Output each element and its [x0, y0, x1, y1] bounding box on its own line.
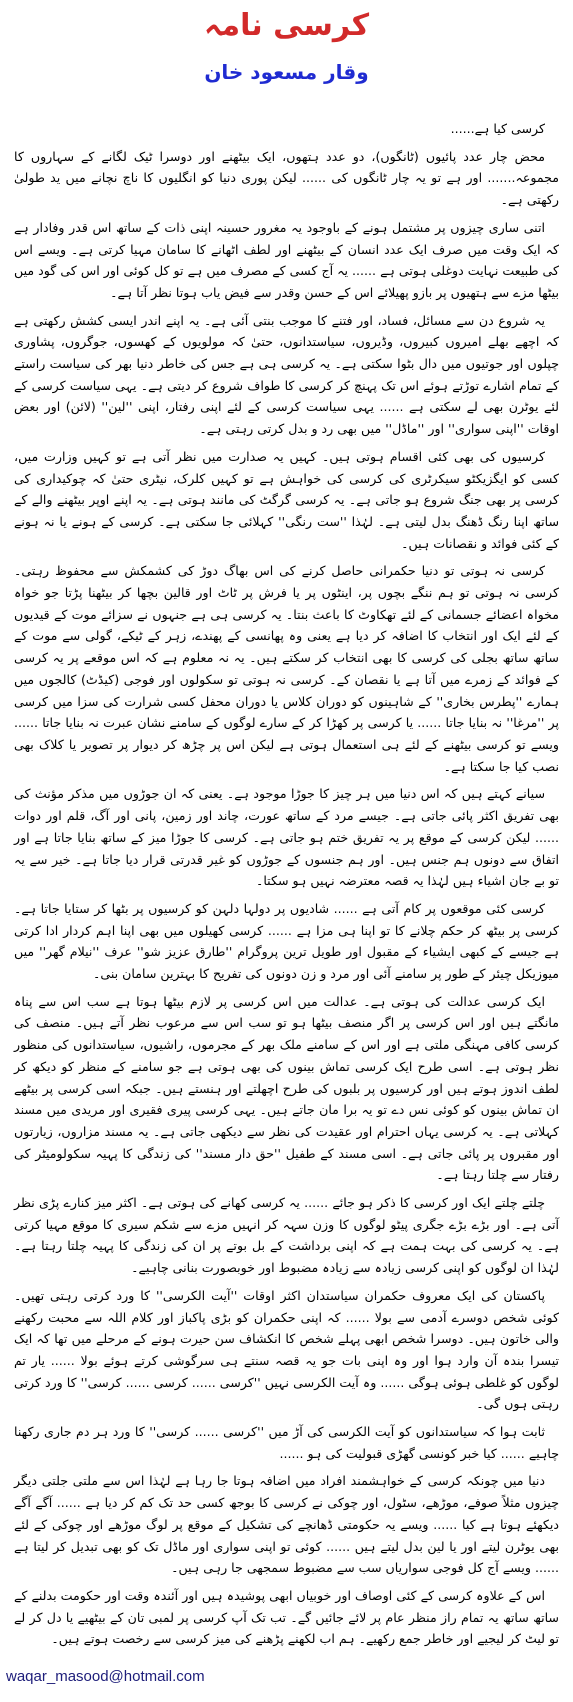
- paragraph: یہ شروع دن سے مسائل، فساد، اور فتنے کا موجب بنتی آئی ہے۔ یہ اپنے اندر ایسی کشش رکھتی ہے کہ اچھے بھلے امیروں کبیروں، وڈیروں، سیاستدانوں، حتیٰ کہ مولویوں کے کھسوں، جوگروں، پشاوری چپلوں اور جوتیوں میں دال بٹوا سکتی ہے۔ یہ کرسی ہی ہے جس کی خاطر دنیا بھر کی سیاست راستے کے تمام اشارے توڑتے ہوئے اس تک پہنچ کر کرسی کا طواف شروع کر دیتی ہے۔ یہی سیاست کرسی کے لئے یوٹرن بھی لے سکتی ہے ...... یہی سیاست کرسی کے لئے اپنی رفتار، اپنی ''لین'' (لائن) اور بعض اوقات ''اپنی سواری'' اور ''ماڈل'' میں بھی رد و بدل کرتی رہتی ہے۔: [14, 312, 559, 437]
- paragraph: ایک کرسی عدالت کی ہوتی ہے۔ عدالت میں اس کرسی پر لازم بیٹھا ہوتا ہے سب اس سے پناہ مانگتے ہیں اور اس کرسی پر اگر منصف بیٹھا ہو تو سب اس سے مرعوب نظر آتے ہیں۔ منصف کی کرسی کافی مہنگی ملتی ہے اور اس کے سامنے ملک بھر کے مجرموں، راشیوں، سیاستدانوں کی منظور نظر ہوتی ہے۔ اسی طرح ایک کرسی تماش بینوں کی بھی ہوتی ہے جو سامنے کے منظر کو دیکھ کر لطف اندوز ہوتے ہیں اور کرسیوں پر بلبوں کی طرح اچھلتے اور ہنستے ہیں۔ جبکہ اسی کرسی پر بیٹھے ان تماش بینوں کو کوئی نس دے تو یہ برا مان جاتے ہیں۔ یہی کرسی پیری فقیری اور مریدی میں مسند کہلاتی ہے۔ یہ کرسی یہاں احترام اور عقیدت کی نظر سے دیکھی جاتی ہے۔ یہ مسند مزاروں، زیارتوں اور مقبروں پر پائی جاتی ہے۔ اسی مسند کے طفیل ''حق دار مسند'' کی زندگی کا پہیہ سکولومیٹر کی رفتار سے چلتا رہتا ہے۔: [14, 993, 559, 1183]
- article-body: [14, 118, 559, 1656]
- paragraph: پاکستان کی ایک معروف حکمران سیاستدان اکثر اوقات ''آیت الکرسی'' کا ورد کرتی رہتی تھیں۔ کوئی شخص دوسرے آدمی سے بولا ...... کہ اپنی حکمران کو بڑی پاکباز اور کلام اللہ سے محبت رکھنے والی خاتون ہیں۔ دوسرا شخص ابھی پہلے شخص کا انکشاف سن حیرت ہونے کے مرحلے میں تھا کہ ایک تیسرا بندہ آن وارد ہوا اور وہ اپنی بات جو یہ قصہ سنتے ہی سرگوشی کرتے ہوئے بولا ...... یار تم لوگوں کو غلطی ہوئی ہوگی ...... وہ آیت الکرسی نہیں ''کرسی ...... کرسی ...... کرسی'' کا ورد کرتی رہتی ہوں گی۔: [14, 1287, 559, 1412]
- paragraph: محض چار عدد پائیوں (ٹانگوں)، دو عدد ہتھوں، ایک بیٹھنے اور دوسرا ٹیک لگانے کے سہاروں کا مجموعہ....... اور ہے تو یہ چار ٹانگوں کی ...... لیکن پوری دنیا کو انگلیوں کا ناچ نچانے میں ید طولیٰ رکھتی ہے۔: [14, 148, 559, 208]
- paragraph: کرسی نہ ہوتی تو دنیا حکمرانی حاصل کرنے کی اس بھاگ دوڑ کی کشمکش سے محفوظ رہتی۔ کرسی نہ ہوتی تو ہم ننگے بچوں پر، اینٹوں پر یا فرش پر ٹاٹ اور قالین بچھا کر بیٹھنا پڑتا جو خواہ مخواہ اعضائے جسمانی کے لئے تھکاوٹ کا باعث بنتا۔ یہ کرسی ہی ہے جنہوں نے سزائے موت کے قیدیوں کے لئے ایک اور انتخاب کا اضافہ کر دیا ہے یعنی وہ پھانسی کے پھندے، زہر کے ٹیکے، گولی سے موت کے ساتھ ساتھ بجلی کی کرسی کا بھی انتخاب کر سکتے ہیں۔ یہ نہ معلوم ہے کہ اس موقعے پر یہ کرسی کے فوائد کے زمرے میں آتا ہے یا نقصان کے۔ کرسی نہ ہوتی تو سکولوں اور فوجی (کیڈٹ) کالجوں میں ہمارے ''پطرس بخاری'' کے شاہینوں کو دوران کلاس یا دوران محفل کسی شرارت کی سزا میں کرسی پر ''مرغا'' نہ بنایا جاتا ...... یا کرسی پر کھڑا کر کے سارے لوگوں کے سامنے نشان عبرت نہ بنایا جاتا ...... ویسے تو کرسی بیٹھنے کے لئے ہی استعمال ہوتی ہے لیکن اس پر چڑھ کر دیوار پر تصویر یا کلاک بھی نصب کیا جا سکتا ہے۔: [14, 563, 559, 774]
- author-name: وقار مسعود خان: [204, 60, 369, 84]
- paragraph: اس کے علاوہ کرسی کے کئی اوصاف اور خوبیاں ابھی پوشیدہ ہیں اور آئندہ وقت اور حکومت بدلنے کے ساتھ ساتھ یہ تمام راز منظر عام پر لائے جائیں گے۔ تب تک آپ کرسی پر لمبی تان کے بیٹھیے یا دل کر لے تو لیٹ کر لیجیے اور خاطر جمع رکھیے۔ ہم اب لکھنے پڑھنے کی میز کرسی سے رخصت ہوتے ہیں۔: [14, 1588, 559, 1647]
- paragraph: چلتے چلتے ایک اور کرسی کا ذکر ہو جائے ...... یہ کرسی کھانے کی ہوتی ہے۔ اکثر میز کنارے پڑی نظر آتی ہے۔ اور بڑے بڑے جگری پیٹو لوگوں کا وزن سہہ کر انہیں مزے سے شکم سیری کا موقع مہیا کرتی ہے۔ یہ کرسی کی بہت ہمت ہے کہ اپنی برداشت کے بل بوتے پر ان کی زندگی کا پہیہ چلتا رہتا ہے۔ لہٰذا ان لوگوں کو اپنی کرسی زیادہ سے زیادہ مضبوط اور خوبصورت بنانی چاہیے۔: [14, 1195, 559, 1276]
- page-title: کرسی نامہ: [203, 8, 370, 43]
- author-email-link[interactable]: waqar_masood@hotmail.com: [6, 1668, 205, 1685]
- paragraph: کرسی کئی موقعوں پر کام آتی ہے ...... شادیوں پر دولہا دلہن کو کرسیوں پر بٹھا کر ستایا جاتا ہے۔ کرسی پر بیٹھ کر حکم چلانے کا تو اپنا ہی مزا ہے ...... کرسی کھیلوں میں بھی اپنا اہم کردار ادا کرتی ہے جیسے کے کبھی ایشیاء کے مقبول اور طویل ترین پروگرام ''طارق عزیز شو'' عرف ''نیلام گھر'' میں میوزیکل چیئر کے طور پر سامنے آئی اور مرد و زن دونوں کی تفریح کا بہترین سامان بنی۔: [14, 900, 559, 982]
- paragraph: ثابت ہوا کہ سیاستدانوں کو آیت الکرسی کی آڑ میں ''کرسی ...... کرسی'' کا ورد ہر دم جاری رکھنا چاہیے ...... کیا خبر کونسی گھڑی قبولیت کی ہو ......: [14, 1424, 559, 1461]
- paragraph: کرسی کیا ہے......: [450, 121, 545, 136]
- paragraph: سیانے کہتے ہیں کہ اس دنیا میں ہر چیز کا جوڑا موجود ہے۔ یعنی کہ ان جوڑوں میں مذکر مؤنث کی بھی تفریق اکثر پائی جاتی ہے۔ جیسے مرد کے ساتھ عورت، چاند اور زمین، پانی اور آگ، قلم اور دوات ...... لیکن کرسی کے موقع پر یہ تفریق ختم ہو جاتی ہے۔ کرسی کا جوڑا میز کے ساتھ بنایا جاتا ہے اور اتفاق سے دونوں ہم جنس ہیں۔ اور ہم جنسوں کے جوڑوں کو غیر قدرتی قرار دیا جاتا ہے۔ خیر سے یہ تو بے جان اشیاء ہیں لہٰذا یہ قصہ معترضہ نہیں ہو سکتا۔: [14, 786, 559, 889]
- paragraph: دنیا میں چونکہ کرسی کے خواہشمند افراد میں اضافہ ہوتا جا رہا ہے لہٰذا اس سے ملتی جلتی دیگر چیزوں مثلاً صوفے، موڑھے، سٹول، اور چوکی نے کرسی کا بوجھ کسی حد تک کم کر دیا ہے ...... آگے آگے دیکھئے ہوتا ہے کیا ...... ویسے یہ حکومتی ڈھانچے کی تشکیل کے موقع پر لوگ موڑھے اور چوکی کے لئے بھی یوٹرن لیتے اور یا لین بدل لیتے ہیں ...... کوئی تو اپنی سواری اور ماڈل تک کو بھی تبدیل کر لیتا ہے ...... ویسے آج کل فوجی سواریاں سب سے مضبوط سمجھی جا رہی ہیں۔: [14, 1473, 559, 1576]
- paragraph: اتنی ساری چیزوں پر مشتمل ہونے کے باوجود یہ مغرور حسینہ اپنی ذات کے ساتھ اس قدر وفادار ہے کہ ایک وقت میں صرف ایک عدد انسان کے بیٹھنے اور لطف اٹھانے کا سامان مہیا کرتی ہے۔ ویسے اس کی طبیعت نہایت دوغلی ہوتی ہے ...... یہ آج کسی کے مصرف میں ہے تو کل کوئی اور اس کی گود میں بیٹھا مزے سے ہتھیوں پر بازو پھیلائے اس کے حسن وقدر سے فیض یاب ہوتا نظر آتا ہے۔: [14, 219, 559, 300]
- paragraph: کرسیوں کی بھی کئی اقسام ہوتی ہیں۔ کہیں یہ صدارت میں نظر آتی ہے تو کہیں وزارت میں، کسی کو ایگزیکٹو سیکرٹری کی کرسی کی خواہش ہے تو کہیں کلرک، نیٹری حتیٰ کہ چوکیداری کی کرسی پر بھی جنگ شروع ہو جاتی ہے۔ یہ کرسی گرگٹ کی مانند ہوتی ہے۔ یہ اپنے اوپر بیٹھنے والے کے ساتھ اپنا رنگ ڈھنگ بدل لیتی ہے۔ لہٰذا ''ست رنگی'' کہلائی جا سکتی ہے۔ کرسی کے ہونے یا نہ ہونے کے کئی فوائد و نقصانات ہیں۔: [14, 448, 559, 551]
